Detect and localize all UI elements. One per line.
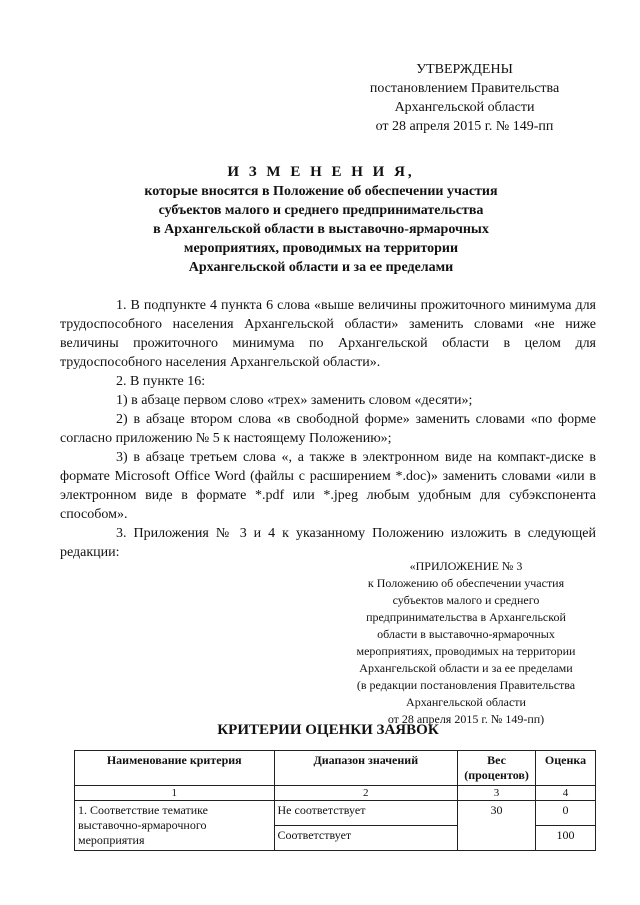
paragraph-3: 1) в абзаце первом слово «трех» заменить словом «десяти»; — [116, 393, 473, 408]
appendix-header — [340, 558, 592, 728]
paragraph-4: 2) в абзаце втором слова «в свободной форме» заменить словами «по форме согласно приложению № 5 к настоящему Положению»; — [60, 412, 596, 446]
appendix-line: Архангельской области и за ее пределами — [359, 661, 573, 675]
appendix-line: к Положению об обеспечении участия — [367, 576, 565, 590]
range-value: Соответствует — [274, 826, 458, 851]
score-value: 0 — [536, 801, 596, 826]
col-number: 1 — [75, 786, 275, 801]
score-value: 100 — [536, 826, 596, 851]
col-number: 2 — [274, 786, 458, 801]
weight-value: 30 — [458, 801, 536, 851]
approval-line: от 28 апреля 2015 г. № 149-пп — [375, 119, 554, 134]
appendix-line: области в выставочно-ярмарочных — [377, 627, 555, 641]
appendix-line: субъектов малого и среднего — [392, 593, 540, 607]
document-title — [60, 163, 582, 277]
title-line: субъектов малого и среднего предпринимательства — [158, 203, 484, 218]
title-line: Архангельской области и за ее пределами — [188, 260, 454, 275]
approval-line: постановлением Правительства — [369, 81, 560, 96]
title-line: в Архангельской области в выставочно-ярмарочных — [153, 222, 489, 237]
col-number: 3 — [458, 786, 536, 801]
criterion-name: 1. Соответствие тематике выставочно-ярмарочного мероприятия — [75, 801, 275, 851]
header-score: Оценка — [536, 751, 596, 786]
approval-line: Архангельской области — [394, 100, 535, 115]
paragraph-2: 2. В пункте 16: — [116, 374, 206, 389]
appendix-line: Архангельской области — [406, 695, 526, 709]
table-header-row — [75, 751, 596, 786]
appendix-line: «ПРИЛОЖЕНИЕ № 3 — [409, 559, 523, 573]
title-main: И З М Е Н Е Н И Я, — [227, 164, 415, 180]
paragraph-6: 3. Приложения № 3 и 4 к указанному Положению изложить в следующей редакции: — [60, 526, 596, 560]
paragraph-1: 1. В подпункте 4 пункта 6 слова «выше величины прожиточного минимума для трудоспособного населения Архангельской области» заменить словами «не ниже величины прожиточного минимума по Архангельской области в целом для трудоспособного населения Архангельской области». — [60, 298, 596, 370]
header-range: Диапазон значений — [274, 751, 458, 786]
appendix-line: предпринимательства в Архангельской — [366, 610, 566, 624]
document-body — [60, 296, 596, 562]
col-number: 4 — [536, 786, 596, 801]
table-row — [75, 801, 596, 826]
title-line: которые вносятся в Положение об обеспечении участия — [144, 184, 498, 199]
approval-block — [352, 60, 577, 136]
appendix-line: (в редакции постановления Правительства — [356, 678, 576, 692]
range-value: Не соответствует — [274, 801, 458, 826]
header-weight: Вес (процентов) — [458, 751, 536, 786]
approval-heading: УТВЕРЖДЕНЫ — [416, 62, 513, 77]
paragraph-5: 3) в абзаце третьем слова «, а также в электронном виде на компакт-диске в формате Microsoft Office Word (файлы с расширением *.doc)» заменить словами «или в электронном виде в формате *.pdf или *.jpeg любым удобным для субэкспонента способом». — [60, 450, 596, 522]
header-criterion: Наименование критерия — [75, 751, 275, 786]
criteria-table — [74, 750, 596, 851]
appendix-line: мероприятиях, проводимых на территории — [356, 644, 576, 658]
appendix-line: от 28 апреля 2015 г. № 149-пп) — [387, 712, 545, 726]
title-line: мероприятиях, проводимых на территории — [183, 241, 459, 256]
table-number-row — [75, 786, 596, 801]
criteria-title: КРИТЕРИИ ОЦЕНКИ ЗАЯВОК — [217, 722, 439, 738]
